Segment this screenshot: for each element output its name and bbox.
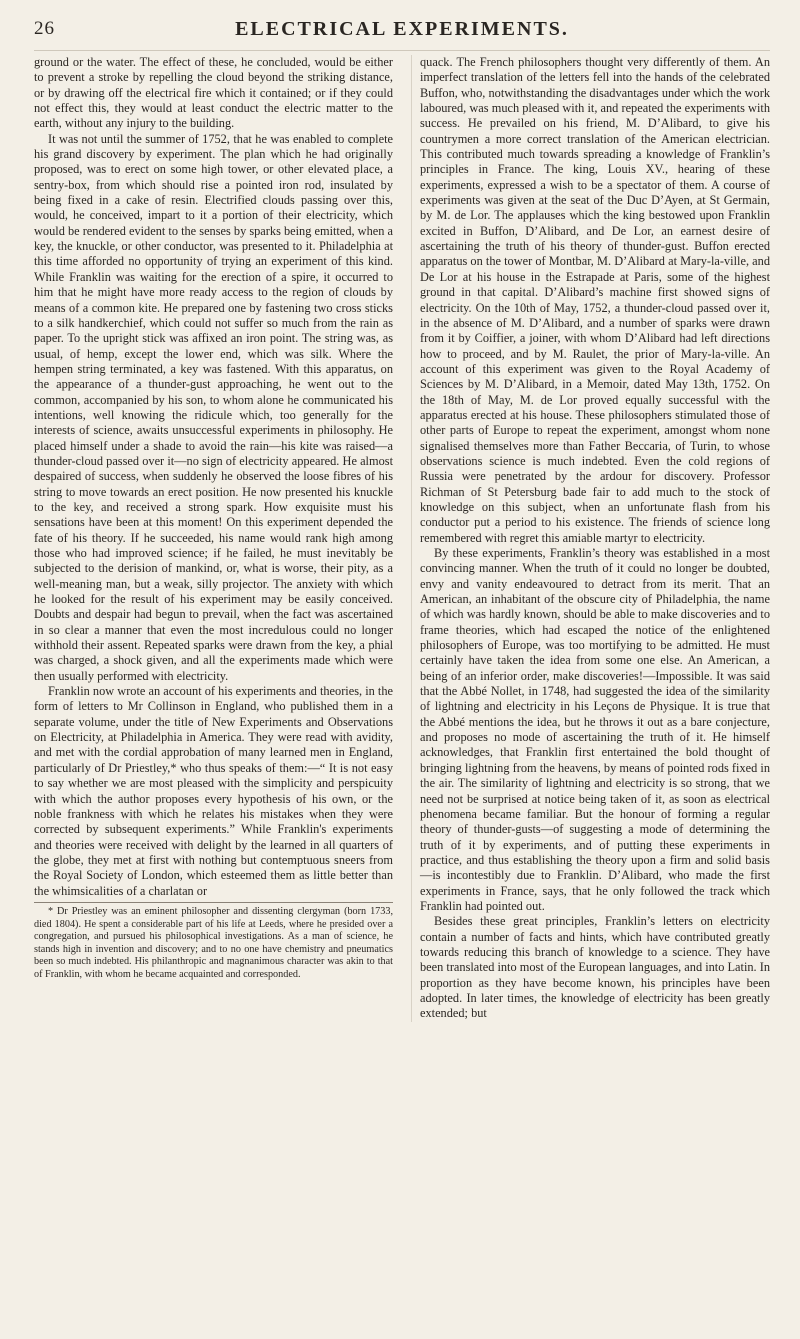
footnote-rule bbox=[34, 902, 393, 903]
page-number: 26 bbox=[34, 18, 55, 39]
paragraph: ground or the water. The effect of these, he concluded, would be either to prevent a stroke by repelling the cloud beyond the striking distance, or by drawing off the electrical fire which it contained; or if they could not effect this, they would at least conduct the electric matter to the earth, without any injury to the building. bbox=[34, 55, 393, 131]
paragraph: quack. The French philosophers thought very differently of them. An imperfect translation of the letters fell into the hands of the celebrated Buffon, who, notwithstanding the disadvantages under which the work laboured, was much pleased with it, and repeated the experiments with success. He prevailed on his friend, M. D’Alibard, to give his countrymen a more correct translation of the American electrician. This contributed much towards spreading a knowledge of Franklin’s principles in France. The king, Louis XV., hearing of these experiments, expressed a wish to be a spectator of them. A course of experiments was given at the seat of the Duc D’Ayen, at St Germain, by M. de Lor. The applauses which the king bestowed upon Franklin excited in Buffon, D’Alibard, and De Lor, an earnest desire of ascertaining the truth of his theory of thunder-gust. Buffon erected apparatus on the tower of Montbar, M. D’Alibard at Mary-la-ville, and De Lor at his house in the Estrapade at Paris, some of the highest ground in that capital. D’Alibard’s machine first showed signs of electricity. On the 10th of May, 1752, a thunder-cloud passed over it, in the absence of M. D’Alibard, and a number of sparks were drawn from it by Coiffier, a joiner, with whom D’Alibard had left directions how to proceed, and by M. Raulet, the prior of Mary-la-ville. An account of this experiment was given to the Royal Academy of Sciences by M. D’Alibard, in a Memoir, dated May 13th, 1752. On the 18th of May, M. de Lor proved equally successful with the apparatus erected at his house. These philosophers stimulated those of other parts of Europe to repeat the experiment, amongst whom none signalised themselves more than Father Beccaria, of Turin, to whose observations science is much indebted. Even the cold regions of Russia were penetrated by the ardour for discovery. Professor Richman of St Petersburg bade fair to add much to the stock of knowledge on this subject, when an unfortunate flash from his conductor put a period to his existence. The friends of science long remembered with regret this amiable martyr to electricity. bbox=[420, 55, 770, 545]
paragraph: Franklin now wrote an account of his experiments and theories, in the form of letters to Mr Collinson in England, who published them in a separate volume, under the title of New Experiments and Observations on Electricity, at Philadelphia in America. They were read with avidity, and met with the cordial approbation of many learned men in England, particularly of Dr Priestley,* who thus speaks of them:—“ It is not easy to say whether we are most pleased with the simplicity and perspicuity with which the author proposes every hypothesis of his own, or the noble frankness with which he relates his mistakes when they were corrected by subsequent experiments.” While Franklin's experiments and theories were received with delight by the learned in all quarters of the globe, they met at first with nothing but contemptuous sneers from the Royal Society of London, which esteemed them as little better than the whimsicalities of a charlatan or bbox=[34, 684, 393, 898]
paragraph: It was not until the summer of 1752, that he was enabled to complete his grand discovery by experiment. The plan which he had originally proposed, was to erect on some high tower, or other elevated place, a sentry-box, from which should rise a pointed iron rod, insulated by being fixed in a cake of resin. Electrified clouds passing over this, would, he conceived, impart to it a portion of their electricity, which would be rendered evident to the senses by sparks being emitted, when a key, the knuckle, or other conductor, was presented to it. Philadelphia at this time afforded no opportunity of trying an experiment of this kind. While Franklin was waiting for the erection of a spire, it occurred to him that he might have more ready access to the region of clouds by means of a common kite. He prepared one by fastening two cross sticks to a silk handkerchief, which could not suffer so much from the rain as paper. To the upright stick was affixed an iron point. The string was, as usual, of hemp, except the lower end, which was silk. Where the hempen string terminated, a key was fastened. With this apparatus, on the appearance of a thunder-gust approaching, he went out to the common, accompanied by his son, to whom alone he communicated his intentions, well knowing the ridicule which, too generally for the interests of science, awaits unsuccessful experiments in philosophy. He placed himself under a shade to avoid the rain—his kite was raised—a thunder-cloud passed over it—no sign of electricity appeared. He almost despaired of success, when suddenly he observed the loose fibres of his string to move towards an erect position. He now presented his knuckle to the key, and received a strong spark. How exquisite must his sensations have been at this moment! On this experiment depended the fate of his theory. If he succeeded, his name would rank high among those who had improved science; if he failed, he must inevitably be subjected to the derision of mankind, or, what is worse, their pity, as a well-meaning man, but a weak, silly projector. The anxiety with which he looked for the result of his experiment may be easily conceived. Doubts and despair had begun to prevail, when the fact was ascertained in so clear a manner that even the most incredulous could no longer withhold their assent. Repeated sparks were drawn from the key, a phial was charged, a shock given, and all the experiments made which were then usually performed with electricity. bbox=[34, 131, 393, 683]
paragraph: Besides these great principles, Franklin’s letters on electricity contain a number of facts and hints, which have contributed greatly towards reducing this branch of knowledge to a science. They have been translated into most of the European languages, and into Latin. In proportion as they have become known, his principles have been adopted. In later times, the knowledge of electricity has been greatly extended; but bbox=[420, 914, 770, 1021]
running-head: ELECTRICAL EXPERIMENTS. bbox=[235, 18, 569, 40]
left-column bbox=[34, 55, 393, 1022]
page-header bbox=[34, 14, 770, 51]
footnote: * Dr Priestley was an eminent philosopher and dissenting clergyman (born 1733, died 1804). He spent a considerable part of his life at Leeds, where he presided over a congregation, and pursued his philosophical investigations. As a man of science, he stands high in invention and discovery; and to no one have chemistry and pneumatics been so much indebted. His philanthropic and magnanimous character was akin to that of Franklin, with whom he became acquainted and corresponded. bbox=[34, 905, 393, 980]
right-column bbox=[411, 55, 770, 1022]
text-columns bbox=[34, 55, 770, 1022]
paragraph: By these experiments, Franklin’s theory was established in a most convincing manner. When the truth of it could no longer be doubted, envy and vanity endeavoured to detract from its merit. That an American, an inhabitant of the obscure city of Philadelphia, the name of which was hardly known, should be able to make discoveries and to frame theories, which had escaped the notice of the enlightened philosophers of Europe, was too mortifying to be admitted. He must certainly have taken the idea from some one else. An American, a being of an inferior order, make discoveries!—Impossible. It was said that the Abbé Nollet, in 1748, had suggested the idea of the similarity of lightning and electricity in his Leçons de Physique. It is true that the Abbé mentions the idea, but he throws it out as a bare conjecture, and proposes no mode of ascertaining the truth of it. He himself acknowledges, that Franklin first entertained the bold thought of bringing lightning from the heavens, by means of pointed rods fixed in the air. The similarity of lightning and electricity is so strong, that we need not be surprised at notice being taken of it, as soon as electrical phenomena became familiar. But the honour of forming a regular theory of thunder-gusts—of suggesting a mode of determining the truth of it by experiments, and of putting these experiments in practice, and thus establishing the theory upon a firm and solid basis—is incontestibly due to Franklin. D’Alibard, who made the first experiments in France, says, that he only followed the track which Franklin had pointed out. bbox=[420, 546, 770, 913]
